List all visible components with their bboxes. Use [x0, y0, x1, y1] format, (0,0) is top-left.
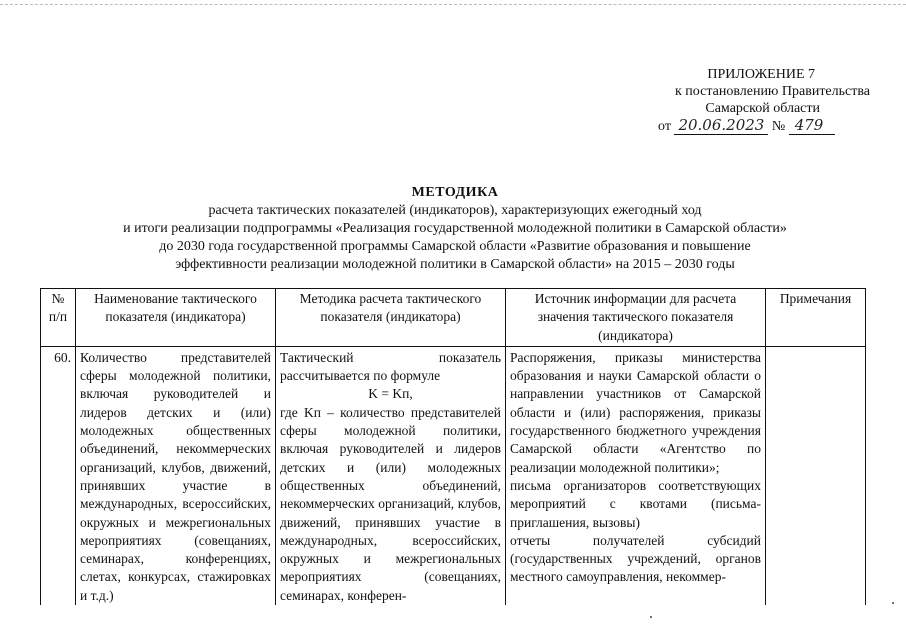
document-title [60, 184, 850, 274]
scan-speck [892, 602, 894, 604]
appendix-date-line [640, 117, 870, 135]
source-letters: письма организаторов соответствующих мероприятий с квотами (письма-приглашения, вызовы) [510, 477, 761, 530]
title-line-1: расчета тактических показателей (индикаторов), характеризующих ежегодный ход [208, 203, 702, 218]
header-notes: Примечания [766, 289, 866, 347]
handwritten-number: 479 [789, 116, 836, 135]
scan-top-edge [0, 4, 906, 6]
title-main: МЕТОДИКА [411, 185, 499, 200]
method-description: где Kп – количество представителей сферы молодежной политики, включая руководителей и лидеров детских и (или) молодежных общественных объединений, некоммерческих организаций, клубов, движений, принявших участие в международных, всероссийских, окружных и межрегиональных мероприятиях (совещаниях, семинарах, конферен- [280, 404, 501, 603]
header-source: Источник информации для расчета значения тактического показателя (индикатора) [506, 289, 766, 347]
header-method: Методика расчета тактического показателя (индикатора) [276, 289, 506, 347]
header-number: № п/п [41, 289, 76, 347]
title-line-4: эффективности реализации молодежной политики в Самарской области» на 2015 – 2030 годы [175, 257, 735, 272]
source-reports: отчеты получателей субсидий (государственных учреждений, органов местного самоуправления, некоммер- [510, 532, 761, 585]
scan-speck [650, 616, 652, 618]
handwritten-date: 20.06.2023 [674, 116, 768, 135]
header-name: Наименование тактического показателя (индикатора) [76, 289, 276, 347]
table-header-row [41, 289, 866, 347]
table-row [41, 346, 866, 605]
indicators-table [40, 288, 866, 605]
title-line-2: и итоги реализации подпрограммы «Реализация государственной молодежной политики в Самарской области» [123, 221, 787, 236]
row-number: 60. [41, 346, 76, 605]
method-intro: Тактический показатель рассчитывается по формуле [280, 349, 501, 384]
row-source [506, 346, 766, 605]
appendix-title: ПРИЛОЖЕНИЕ 7 [707, 67, 815, 82]
method-formula: K = Kп, [368, 386, 413, 402]
appendix-header [640, 66, 870, 135]
row-indicator-name: Количество представителей сферы молодежной политики, включая руководителей и лидеров детских и (или) молодежных общественных объединений, некоммерческих организаций, клубов, движений, принявших участие в международных, всероссийских, окружных и межрегиональных мероприятиях (совещаниях, семинарах, конференциях, слетах, конкурсах, стажировках и т.д.) [76, 346, 276, 605]
title-line-3: до 2030 года государственной программы Самарской области «Развитие образования и повышение [159, 239, 751, 254]
row-method [276, 346, 506, 605]
appendix-resolution-line: к постановлению Правительства [674, 84, 870, 99]
row-notes [766, 346, 866, 605]
appendix-region-line: Самарской области [705, 101, 820, 116]
source-orders: Распоряжения, приказы министерства образования и науки Самарской области о направлении участников от Самарской области и (или) распоряжения, приказы государственного бюджетного учреждения Самарской области «Агентство по реализации молодежной политики»; [510, 349, 761, 475]
number-prefix: № [771, 119, 786, 134]
date-prefix: от [658, 119, 671, 134]
